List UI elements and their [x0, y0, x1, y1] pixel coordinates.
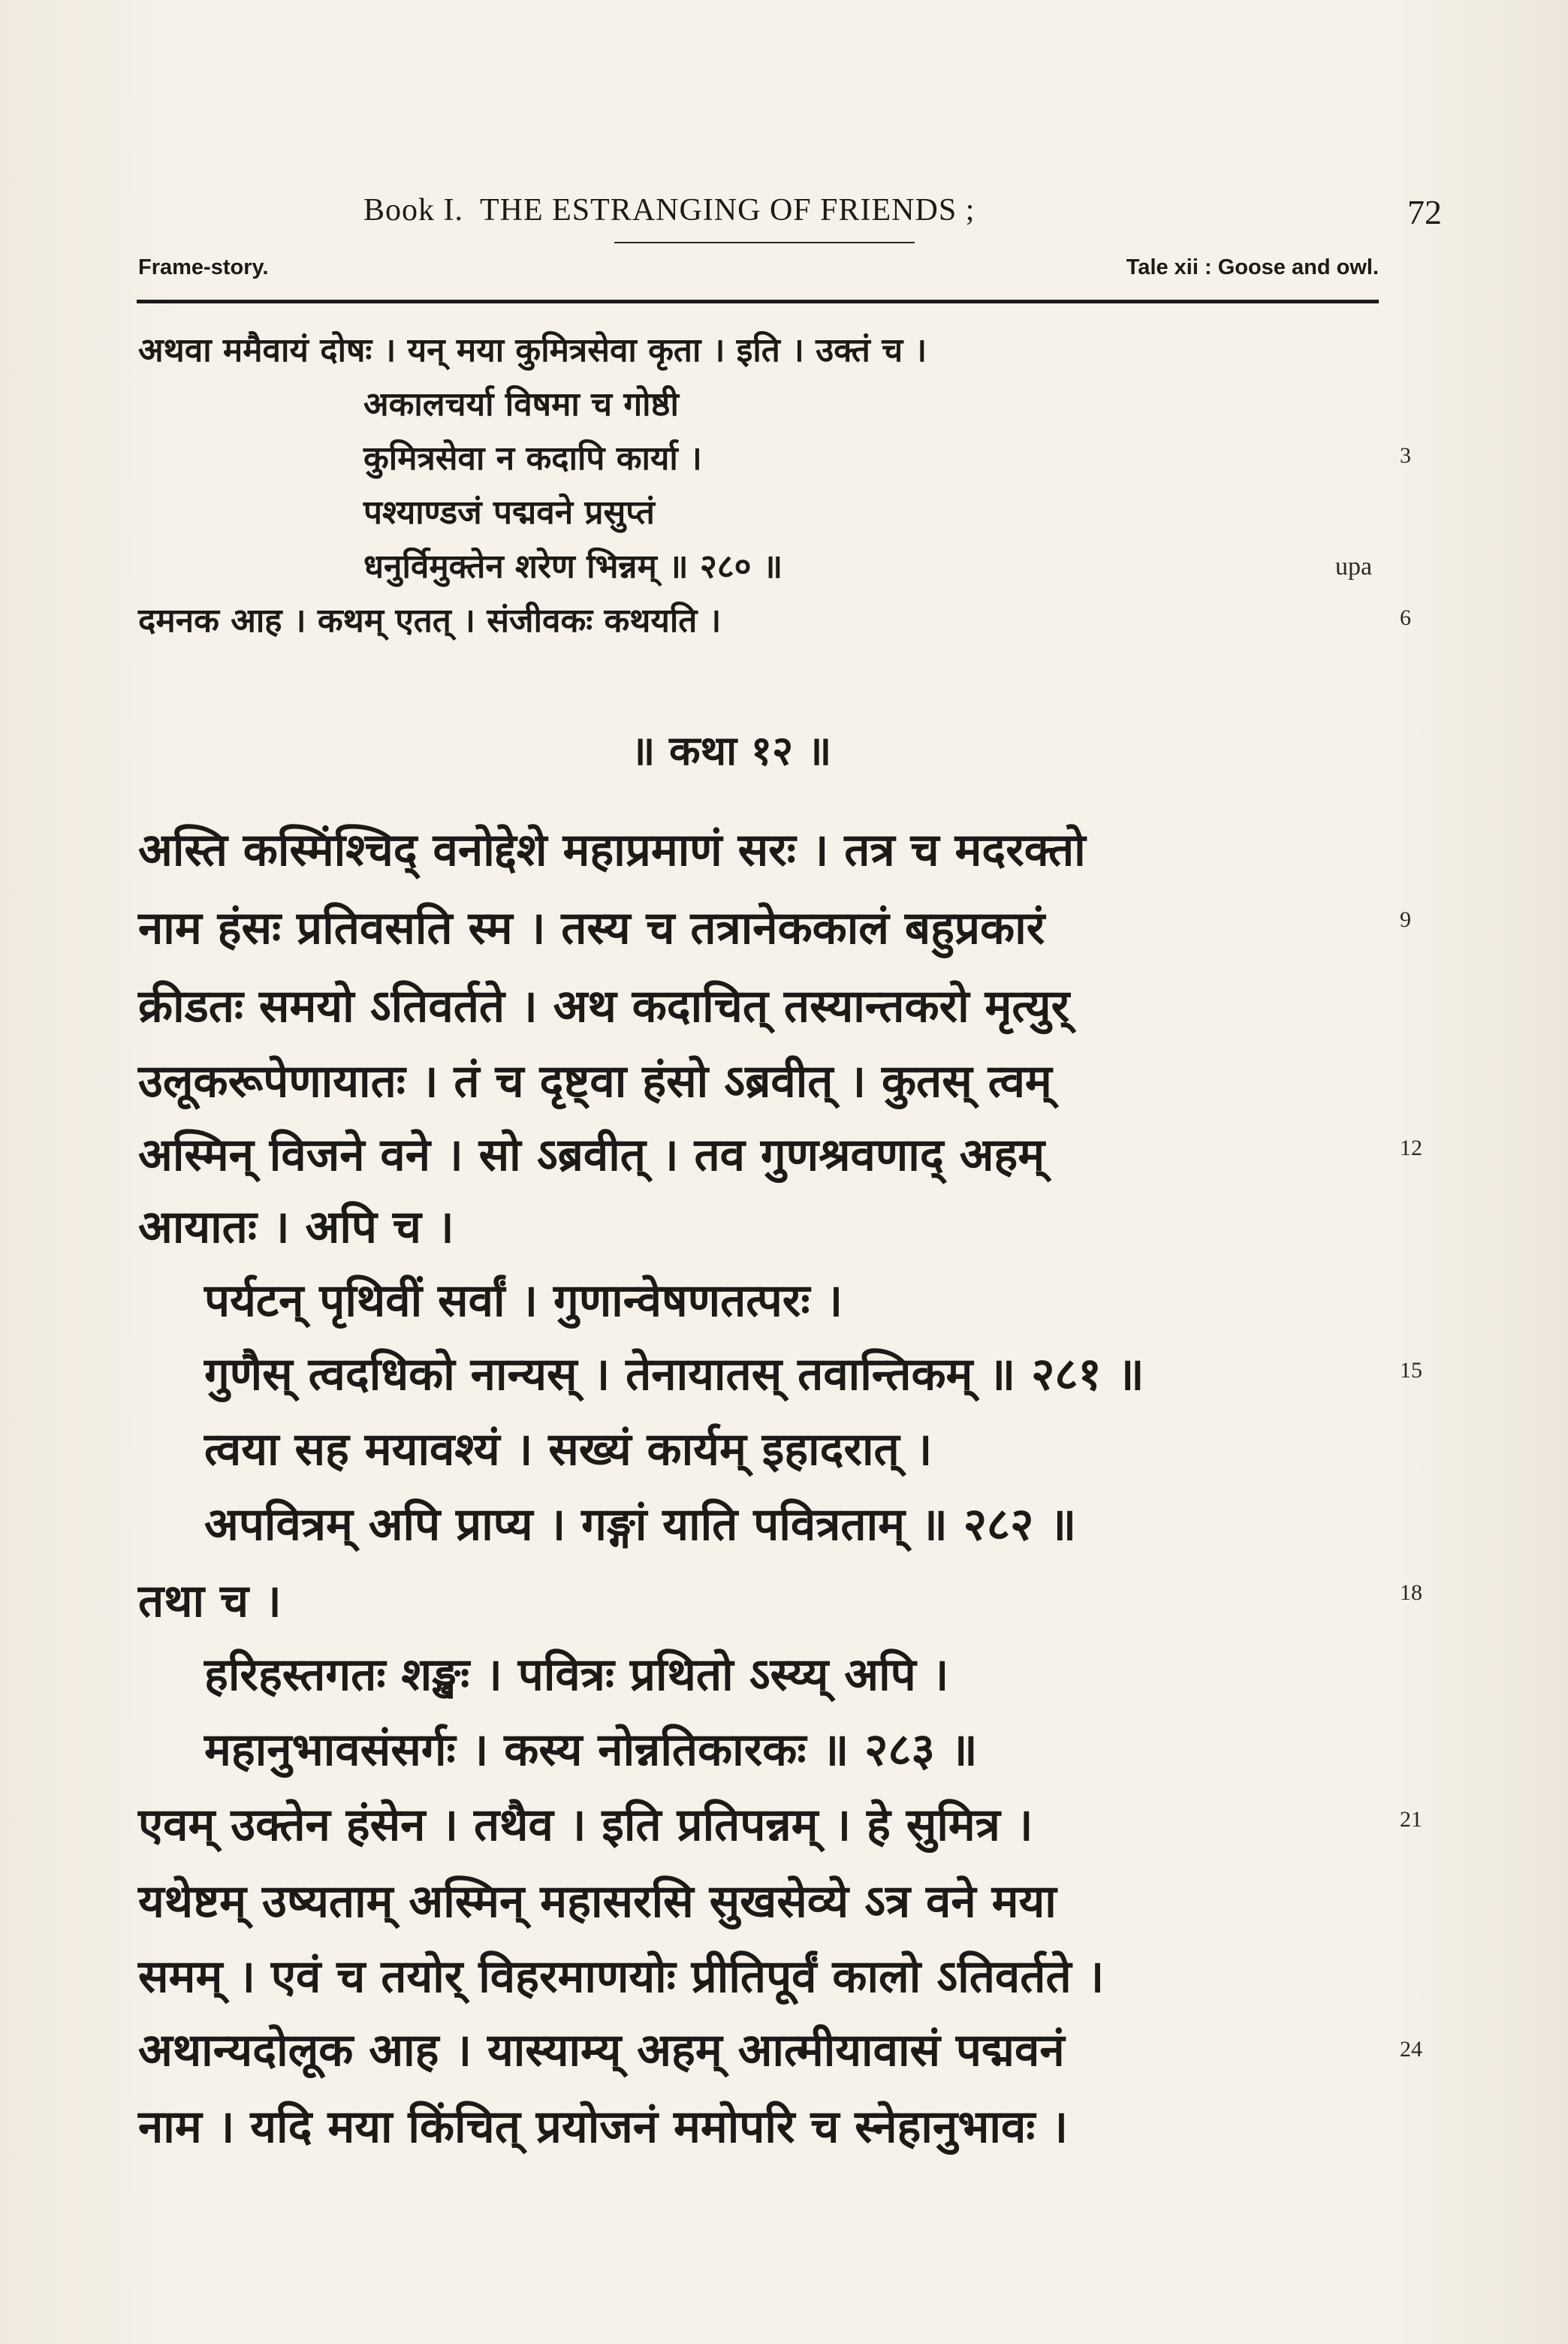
line-number: 6: [1400, 605, 1411, 630]
line-number: 12: [1400, 1136, 1422, 1160]
verse-line: महानुभावसंसर्गः । कस्य नोन्नतिकारकः ॥ २८३ ॥: [204, 1724, 978, 1776]
text-line: दमनक आह । कथम् एतत् । संजीवकः कथयति ।: [138, 602, 722, 640]
prose-line: आयातः । अपि च ।: [138, 1201, 454, 1253]
section-label-right: Tale xii : Goose and owl.: [1126, 255, 1379, 279]
prose-line: अस्मिन् विजने वने । सो ऽब्रवीत् । तव गुणश्रवणाद् अहम्: [138, 1129, 1045, 1181]
page-number: 72: [1407, 193, 1442, 231]
line-number: 24: [1400, 2037, 1422, 2062]
verse-line: हरिहस्तगतः शङ्खः । पवित्रः प्रथितो ऽस्य्य् अपि ।: [204, 1649, 949, 1701]
prose-line: समम् । एवं च तयोर् विहरमाणयोः प्रीतिपूर्वं कालो ऽतिवर्तते ।: [138, 1950, 1105, 2003]
prose-line: नाम । यदि मया किंचित् प्रयोजनं ममोपरि च स्नेहानुभावः ।: [138, 2101, 1069, 2153]
line-number: 15: [1400, 1358, 1422, 1383]
prose-line: एवम् उक्तेन हंसेन । तथैव । इति प्रतिपन्नम् । हे सुमित्र ।: [138, 1799, 1033, 1851]
prose-line: अस्ति कस्मिंश्चिद् वनोद्देशे महाप्रमाणं सरः । तत्र च मदरक्तो: [138, 824, 1086, 876]
verse-line: अकालचर्या विषमा च गोष्ठी: [363, 385, 679, 424]
verse-line: गुणैस् त्वदधिको नान्यस् । तेनायातस् तवान्तिकम् ॥ २८१ ॥: [204, 1348, 1144, 1401]
line-number: 21: [1400, 1807, 1422, 1832]
prose-line: तथा च ।: [138, 1575, 282, 1628]
prose-line: अथान्यदोलूक आह । यास्याम्य् अहम् आत्मीयावासं पद्मवनं: [138, 2024, 1065, 2077]
title-underline: [614, 242, 915, 243]
verse-line: त्वया सह मयावश्यं । सख्यं कार्यम् इहादरात् ।: [204, 1423, 933, 1476]
verse-line: पश्याण्डजं पद्मवने प्रसुप्तं: [363, 493, 655, 532]
metre-label: upa: [1335, 553, 1373, 581]
verse-line: पर्यटन् पृथिवीं सर्वां । गुणान्वेषणतत्परः ।: [204, 1275, 843, 1327]
chapter-title: THE ESTRANGING OF FRIENDS ;: [480, 193, 975, 228]
book-label: Book I.: [363, 193, 463, 228]
line-number: 3: [1400, 443, 1411, 468]
header-rule: [137, 300, 1379, 303]
line-number: 9: [1400, 907, 1411, 932]
verse-line: अपवित्रम् अपि प्राप्य । गङ्गां याति पवित्रताम् ॥ २८२ ॥: [204, 1498, 1077, 1551]
text-line: अथवा ममैवायं दोषः । यन् मया कुमित्रसेवा कृता । इति । उक्तं च ।: [138, 331, 927, 370]
prose-line: क्रीडतः समयो ऽतिवर्तते । अथ कदाचित् तस्यान्तकरो मृत्युर्: [138, 980, 1070, 1033]
tale-heading: ॥ कथा १२ ॥: [631, 727, 832, 774]
running-head: [363, 192, 975, 228]
section-label-left: Frame-story.: [138, 255, 269, 279]
prose-line: उलूकरूपेणायातः । तं च दृष्ट्वा हंसो ऽब्रवीत् । कुतस् त्वम्: [138, 1055, 1052, 1108]
verse-line: कुमित्रसेवा न कदापि कार्या ।: [363, 439, 702, 478]
prose-line: यथेष्टम् उष्यताम् अस्मिन् महासरसि सुखसेव्ये ऽत्र वने मया: [138, 1875, 1057, 1928]
verse-line: धनुर्विमुक्तेन शरेण भिन्नम् ॥ २८० ॥: [363, 548, 783, 586]
line-number: 18: [1400, 1580, 1422, 1605]
prose-line: नाम हंसः प्रतिवसति स्म । तस्य च तत्रानेककालं बहुप्रकारं: [138, 902, 1045, 955]
